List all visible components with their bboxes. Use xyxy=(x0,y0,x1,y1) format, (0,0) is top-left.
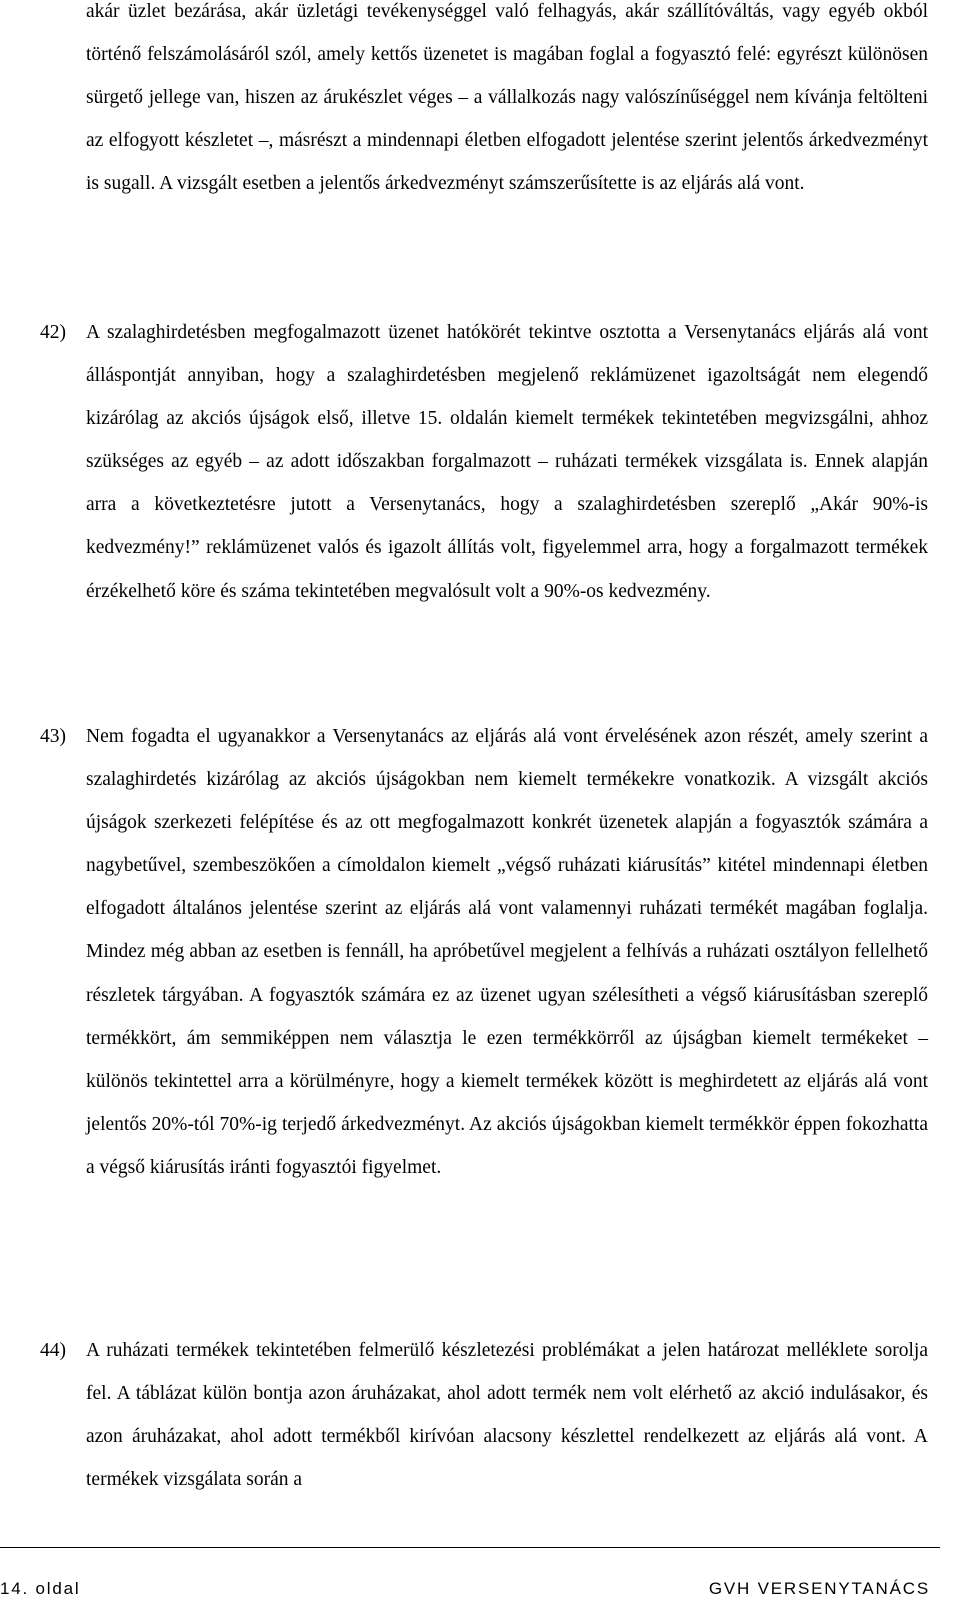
footer-institution: GVH VERSENYTANÁCS xyxy=(708,1579,930,1598)
paragraph-number: 44) xyxy=(40,1340,66,1361)
numbered-paragraph-44 xyxy=(40,1329,928,1501)
paragraph-number: 42) xyxy=(40,322,66,343)
continuation-paragraph: akár üzlet bezárása, akár üzletági tevékenységgel való felhagyás, akár szállítóváltás, vagy egyéb okból történő felszámolásáról szól, amely kettős üzenetet is magában foglal a fogyasztó felé: egyrészt különösen sürgető jellege van, hiszen az árukészlet véges – a vállalkozás nagy valószínűséggel nem kívánja feltölteni az elfogyott készletet –, másrészt a mindennapi életben elfogadott jelentése szerint jelentős árkedvezményt is sugall. A vizsgált esetben a jelentős árkedvezményt számszerűsítette is az eljárás alá vont. xyxy=(86,1,928,195)
page-number: 14. oldal xyxy=(0,1579,81,1598)
paragraph-text: A ruházati termékek tekintetében felmerülő készletezési problémákat a jelen határozat melléklete sorolja fel. A táblázat külön bontja azon áruházakat, ahol adott termék nem volt elérhető az akció indulásakor, és azon áruházakat, ahol adott termékből kirívóan alacsony készlettel rendelkezett az eljárás alá vont. A termékek vizsgálata során a xyxy=(86,1340,928,1491)
footer-divider xyxy=(0,1547,940,1548)
paragraph-text: Nem fogadta el ugyanakkor a Versenytanács az eljárás alá vont érvelésének azon részét, amely szerint a szalaghirdetés kizárólag az akciós újságokban nem kiemelt termékekre vonatkozik. A vizsgált akciós újságok szerkezeti felépítése és az ott megfogalmazott konkrét üzenetek alapján a fogyasztók számára a nagybetűvel, szembeszökően a címoldalon kiemelt „végső ruházati kiárusítás” kitétel mindennapi életben elfogadott általános jelentése szerint az eljárás alá vont valamennyi ruházati termékét magában foglalja. Mindez még abban az esetben is fennáll, ha apróbetűvel megjelent a felhívás a ruházati osztályon fellelhető részletek tárgyában. A fogyasztók számára ez az üzenet ugyan szélesítheti a végső kiárusításban szereplő termékkört, ám semmiképpen nem választja le ezen termékkörről az újságban kiemelt termékeket – különös tekintettel arra a körülményre, hogy a kiemelt termékek között is meghirdetett az eljárás alá vont jelentős 20%-tól 70%-ig terjedő árkedvezményt. Az akciós újságokban kiemelt termékkör éppen fokozhatta a végső kiárusítás iránti fogyasztói figyelmet. xyxy=(86,726,928,1178)
numbered-paragraph-42 xyxy=(40,311,928,613)
paragraph-number: 43) xyxy=(40,726,66,747)
numbered-paragraph-43 xyxy=(40,715,928,1189)
paragraph-text: A szalaghirdetésben megfogalmazott üzenet hatókörét tekintve osztotta a Versenytanács eljárás alá vont álláspontját annyiban, hogy a szalaghirdetésben megjelenő reklámüzenet igazoltságát nem elegendő kizárólag az akciós újságok első, illetve 15. oldalán kiemelt termékek tekintetében megvizsgálni, ahhoz szükséges az egyéb – az adott időszakban forgalmazott – ruházati termékek vizsgálata is. Ennek alapján arra a következtetésre jutott a Versenytanács, hogy a szalaghirdetésben szereplő „Akár 90%-is kedvezmény!” reklámüzenet valós és igazolt állítás volt, figyelemmel arra, hogy a forgalmazott termékek érzékelhető köre és száma tekintetében megvalósult volt a 90%-os kedvezmény. xyxy=(86,322,928,602)
